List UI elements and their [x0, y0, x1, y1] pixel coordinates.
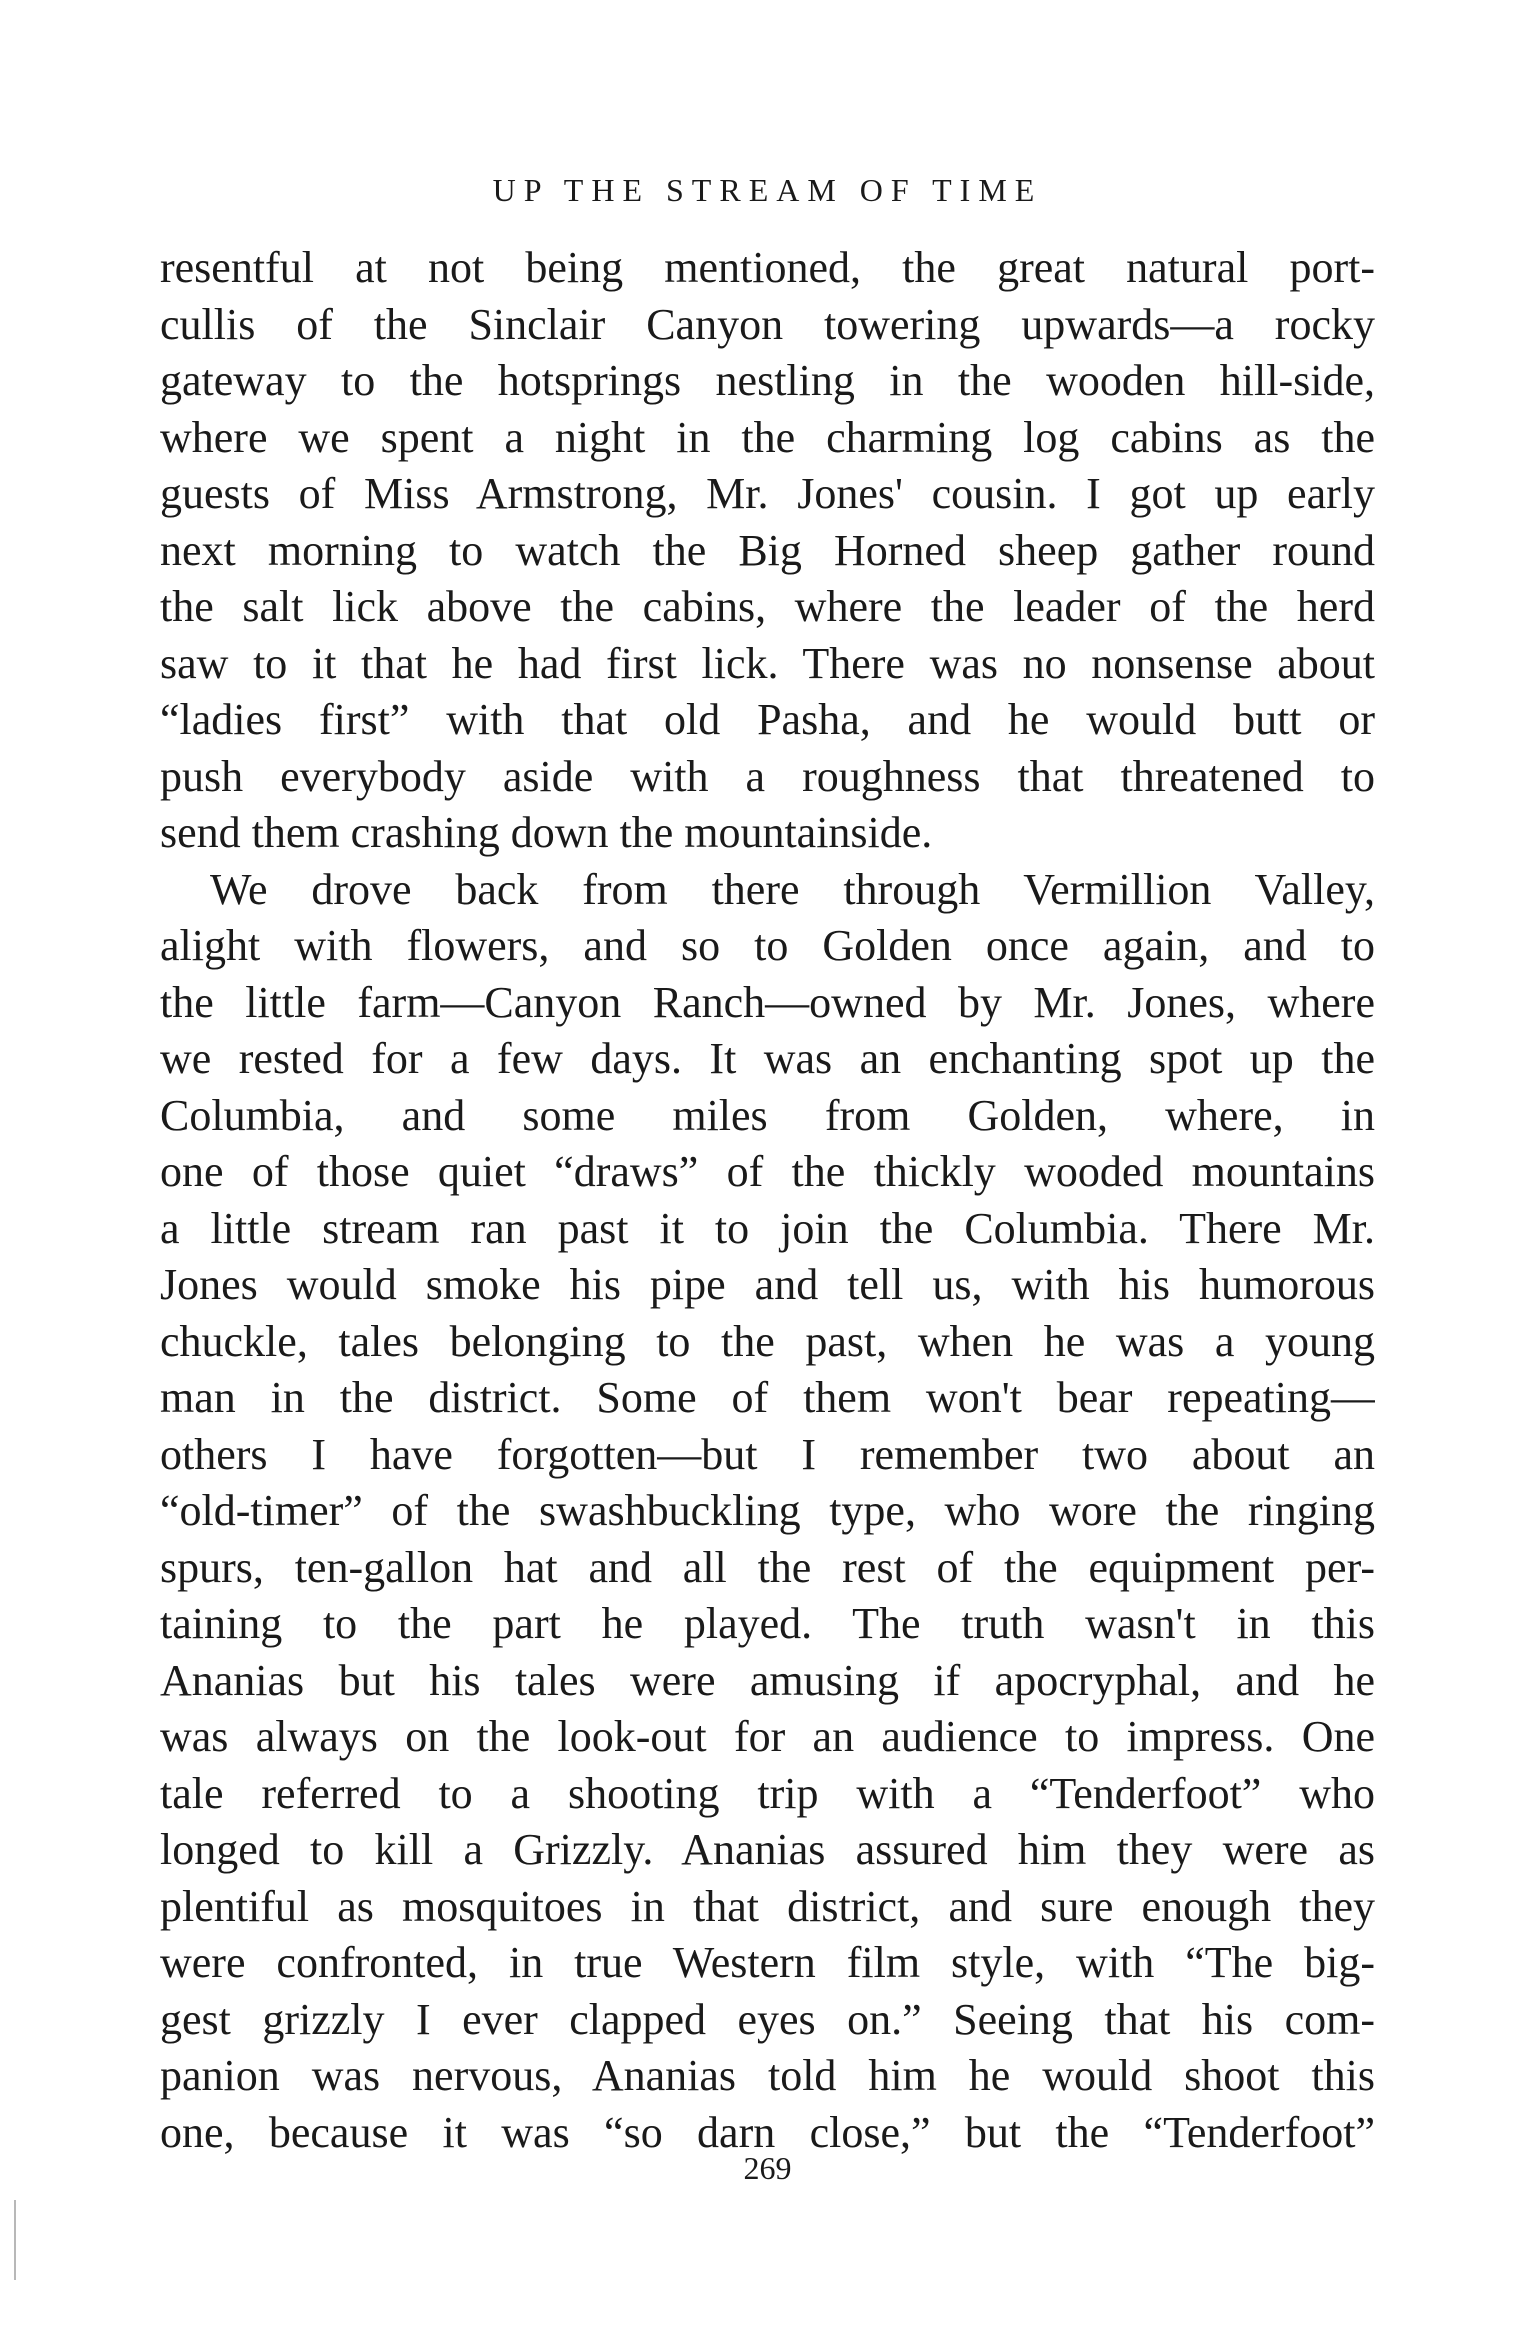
text-line: taining to the part he played. The truth wasn't in this: [160, 1599, 1375, 1648]
margin-scan-mark: [14, 2200, 16, 2280]
text-line: Ananias but his tales were amusing if apocryphal, and he: [160, 1655, 1375, 1705]
text-line: the salt lick above the cabins, where the leader of the herd: [160, 582, 1375, 631]
text-line: the little farm—Canyon Ranch—owned by Mr. Jones, where: [160, 977, 1375, 1027]
text-line: “old-timer” of the swashbuckling type, who wore the ringing: [160, 1486, 1375, 1535]
text-line: gest grizzly I ever clapped eyes on.” Seeing that his com-: [160, 1994, 1375, 2044]
text-line: We drove back from there through Vermillion Valley,: [210, 864, 1375, 914]
text-line: guests of Miss Armstrong, Mr. Jones' cousin. I got up early: [160, 469, 1375, 518]
text-line: others I have forgotten—but I remember two about an: [160, 1429, 1375, 1479]
text-line: plentiful as mosquitoes in that district, and sure enough they: [160, 1881, 1375, 1931]
text-line: spurs, ten-gallon hat and all the rest of the equipment per-: [160, 1542, 1375, 1592]
text-line: “ladies first” with that old Pasha, and he would butt or: [160, 695, 1375, 744]
text-line: longed to kill a Grizzly. Ananias assured him they were as: [160, 1825, 1375, 1874]
text-line: cullis of the Sinclair Canyon towering upwards—a rocky: [160, 299, 1375, 349]
body-text: [160, 240, 1375, 2161]
text-line: tale referred to a shooting trip with a “Tenderfoot” who: [160, 1768, 1375, 1818]
text-line: Columbia, and some miles from Golden, where, in: [160, 1090, 1375, 1140]
text-line: saw to it that he had first lick. There was no nonsense about: [160, 638, 1375, 688]
text-line: a little stream ran past it to join the Columbia. There Mr.: [160, 1203, 1375, 1253]
running-head: UP THE STREAM OF TIME: [492, 172, 1043, 208]
text-line: where we spent a night in the charming log cabins as the: [160, 412, 1375, 462]
text-line: alight with flowers, and so to Golden once again, and to: [160, 921, 1375, 970]
text-line: next morning to watch the Big Horned sheep gather round: [160, 525, 1375, 575]
text-line: push everybody aside with a roughness that threatened to: [160, 751, 1375, 801]
page-number: 269: [743, 2150, 792, 2186]
text-line: panion was nervous, Ananias told him he would shoot this: [160, 2051, 1375, 2100]
text-line: chuckle, tales belonging to the past, when he was a young: [160, 1316, 1375, 1366]
text-line: was always on the look-out for an audience to impress. One: [160, 1712, 1375, 1761]
text-line: gateway to the hotsprings nestling in the wooden hill-side,: [160, 356, 1375, 405]
text-line: one, because it was “so darn close,” but the “Tenderfoot”: [160, 2107, 1375, 2157]
text-line: send them crashing down the mountainside.: [160, 808, 933, 857]
text-line: were confronted, in true Western film style, with “The big-: [160, 1938, 1375, 1987]
text-line: we rested for a few days. It was an enchanting spot up the: [160, 1034, 1375, 1083]
text-line: resentful at not being mentioned, the great natural port-: [160, 243, 1375, 292]
text-line: one of those quiet “draws” of the thickly wooded mountains: [160, 1147, 1375, 1196]
text-line: Jones would smoke his pipe and tell us, with his humorous: [160, 1260, 1375, 1309]
text-line: man in the district. Some of them won't bear repeating—: [160, 1373, 1375, 1422]
